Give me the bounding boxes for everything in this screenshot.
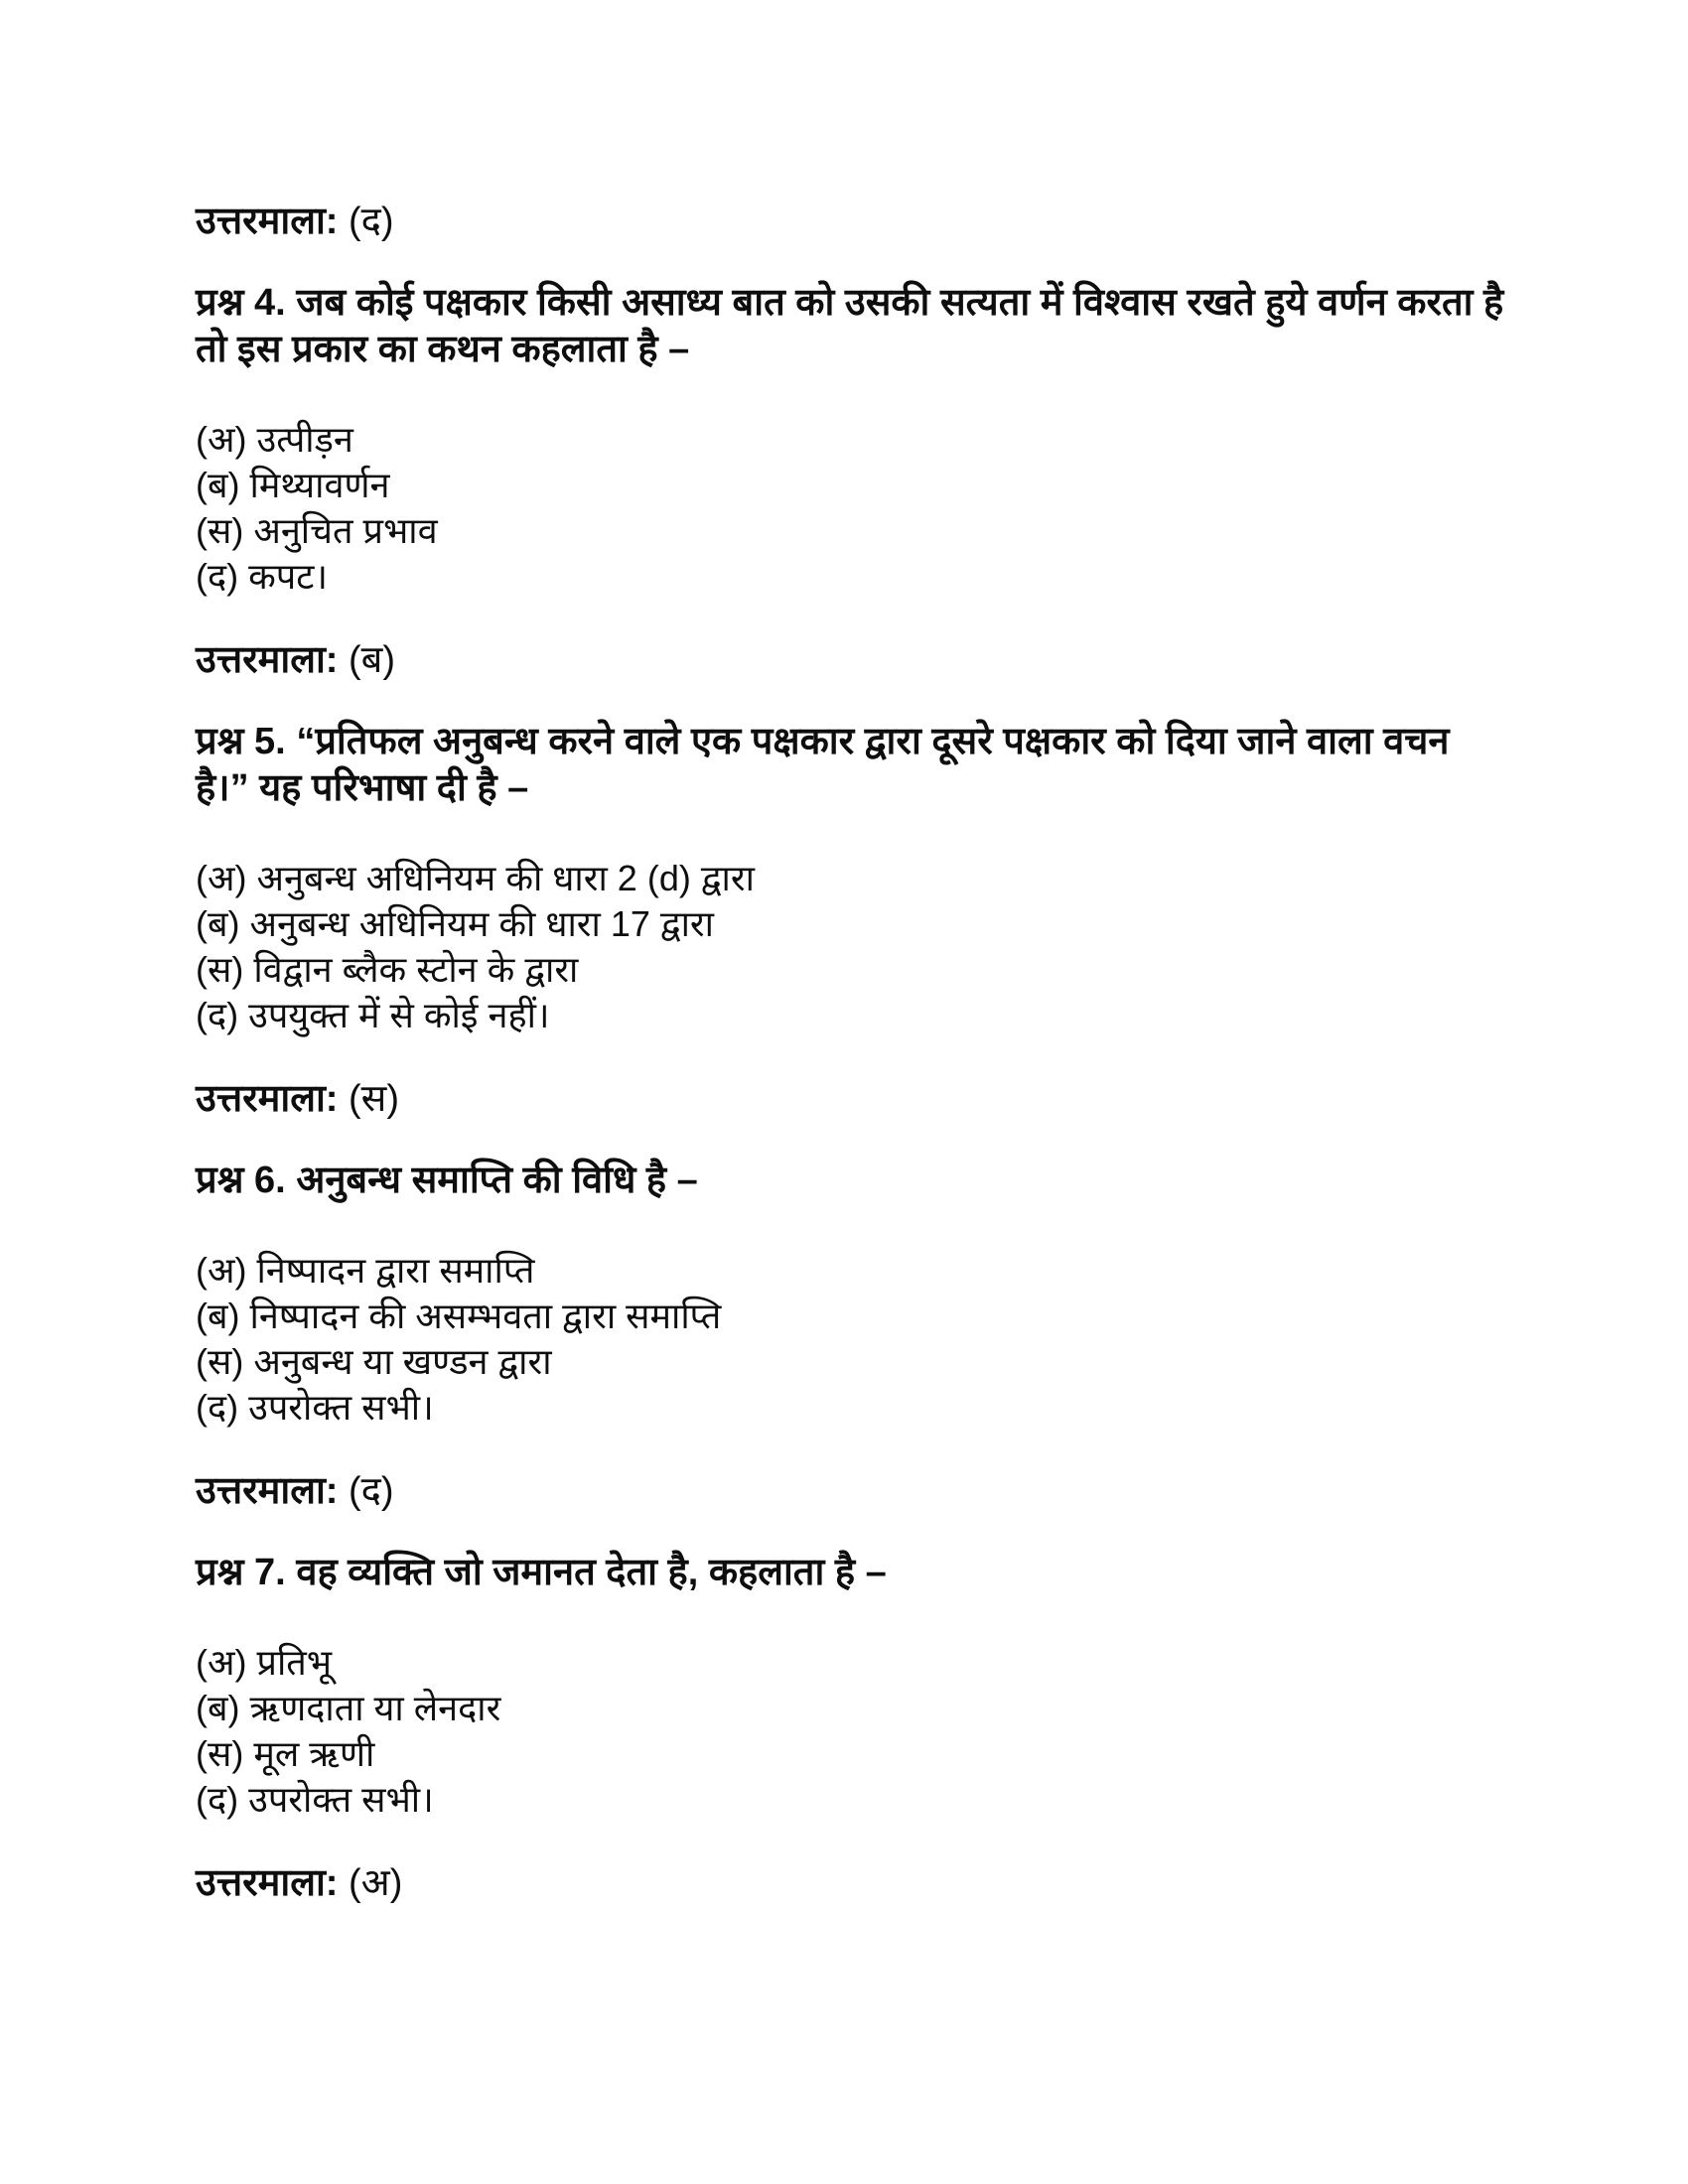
options-list [196,1640,1504,1823]
question-block-6 [196,1158,1504,1514]
answer-line [196,199,1504,244]
option-s: (स) अनुचित प्रभाव [196,510,438,551]
option-d: (द) उपयुक्त में से कोई नहीं। [196,995,550,1035]
answer-value: (अ) [349,1862,403,1904]
option-b: (ब) निष्पादन की असम्भवता द्वारा समाप्ति [196,1296,722,1336]
question-number: प्रश्न 7. [196,1552,286,1593]
option-a: (अ) अनुबन्ध अधिनियम की धारा 2 (d) द्वारा [196,858,755,898]
answer-value: (द) [349,201,394,242]
option-a: (अ) उत्पीड़न [196,419,353,460]
option-a: (अ) प्रतिभू [196,1642,333,1683]
answer-value: (ब) [349,639,396,681]
question-number: प्रश्न 4. [196,282,286,324]
answer-line [196,1860,1504,1906]
answer-label: उत्तरमाला: [196,1078,339,1120]
answer-line [196,637,1504,683]
answer-line [196,1468,1504,1514]
question-text: “प्रतिफल अनुबन्ध करने वाले एक पक्षकार द्वारा दूसरे पक्षकार को दिया जाने वाला वचन है।” यह परिभाषा दी है – [196,721,1450,809]
question-heading [196,280,1504,373]
question-block-4 [196,280,1504,683]
options-list [196,1248,1504,1431]
option-b: (ब) ऋणदाता या लेनदार [196,1688,501,1728]
answer-label: उत्तरमाला: [196,201,339,242]
question-block-7 [196,1550,1504,1906]
question-number: प्रश्न 5. [196,721,286,762]
question-text: अनुबन्ध समाप्ति की विधि है – [296,1160,698,1201]
options-list [196,856,1504,1038]
option-d: (द) कपट। [196,556,328,597]
option-s: (स) अनुबन्ध या खण्डन द्वारा [196,1341,552,1382]
question-text: जब कोई पक्षकार किसी असाध्य बात को उसकी सत्यता में विश्वास रखते हुये वर्णन करता है तो इस प्रकार का कथन कहलाता है – [196,282,1504,370]
question-heading [196,719,1504,812]
question-text: वह व्यक्ति जो जमानत देता है, कहलाता है – [296,1552,887,1593]
answer-value: (स) [349,1078,400,1120]
question-number: प्रश्न 6. [196,1160,286,1201]
option-s: (स) मूल ऋणी [196,1733,375,1774]
answer-value: (द) [349,1470,394,1512]
answer-label: उत्तरमाला: [196,639,339,681]
question-heading [196,1158,1504,1204]
option-a: (अ) निष्पादन द्वारा समाप्ति [196,1250,535,1291]
option-d: (द) उपरोक्त सभी। [196,1387,434,1428]
option-b: (ब) मिथ्यावर्णन [196,465,390,505]
answer-line [196,1076,1504,1122]
answer-label: उत्तरमाला: [196,1862,339,1904]
option-d: (द) उपरोक्त सभी। [196,1779,434,1820]
answer-label: उत्तरमाला: [196,1470,339,1512]
options-list [196,417,1504,600]
option-s: (स) विद्वान ब्लैक स्टोन के द्वारा [196,949,579,990]
option-b: (ब) अनुबन्ध अधिनियम की धारा 17 द्वारा [196,903,714,944]
question-heading [196,1550,1504,1596]
question-block-5 [196,719,1504,1122]
